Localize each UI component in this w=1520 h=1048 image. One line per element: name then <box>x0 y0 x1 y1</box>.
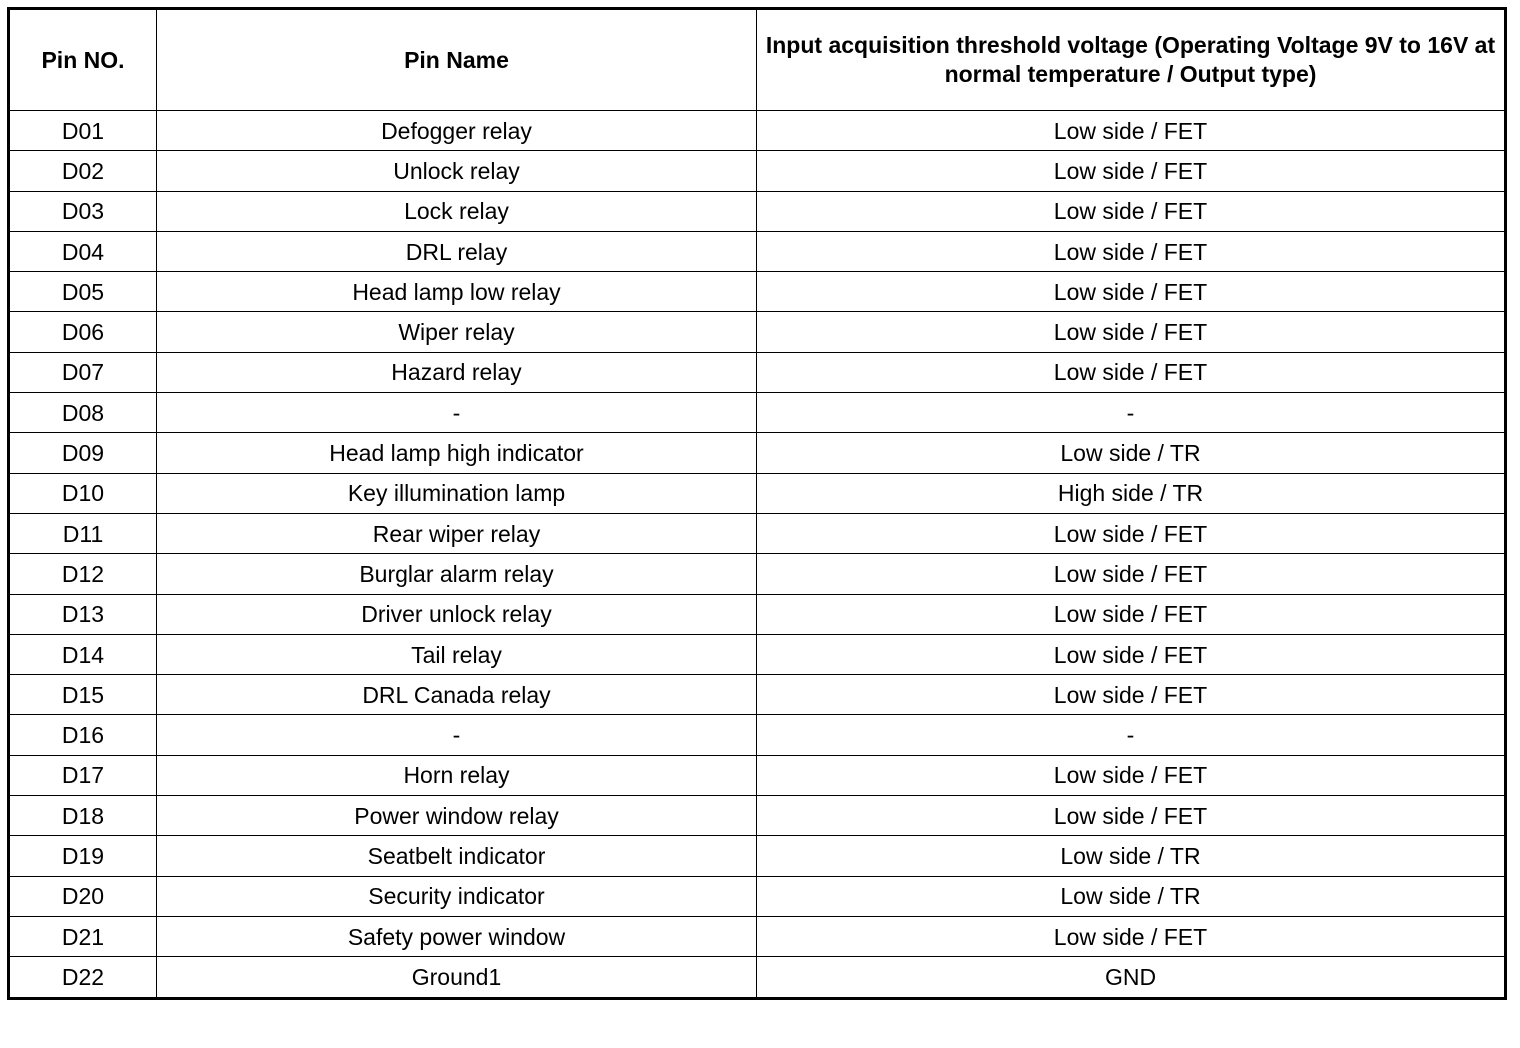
output-type-cell: Low side / FET <box>757 634 1506 674</box>
pin-number-cell: D17 <box>9 755 157 795</box>
header-pin-name: Pin Name <box>157 9 757 111</box>
pin-name-cell: Security indicator <box>157 876 757 916</box>
pin-name-cell: - <box>157 715 757 755</box>
table-row <box>9 876 1506 916</box>
output-type-cell: Low side / FET <box>757 111 1506 151</box>
pin-number-cell: D09 <box>9 433 157 473</box>
pin-number-cell: D02 <box>9 151 157 191</box>
header-threshold: Input acquisition threshold voltage (Operating Voltage 9V to 16V at normal temperature / Output type) <box>757 9 1506 111</box>
output-type-cell: Low side / FET <box>757 151 1506 191</box>
output-type-cell: Low side / FET <box>757 916 1506 956</box>
pin-name-cell: Tail relay <box>157 634 757 674</box>
header-pin-no: Pin NO. <box>9 9 157 111</box>
pin-table <box>7 7 1507 1000</box>
table-row <box>9 554 1506 594</box>
output-type-cell: Low side / TR <box>757 433 1506 473</box>
pin-name-cell: Driver unlock relay <box>157 594 757 634</box>
pin-name-cell: Seatbelt indicator <box>157 836 757 876</box>
pin-name-cell: DRL Canada relay <box>157 675 757 715</box>
output-type-cell: Low side / FET <box>757 594 1506 634</box>
table-row <box>9 796 1506 836</box>
pin-number-cell: D07 <box>9 352 157 392</box>
pin-number-cell: D18 <box>9 796 157 836</box>
output-type-cell: Low side / TR <box>757 876 1506 916</box>
table-row <box>9 755 1506 795</box>
pin-name-cell: Key illumination lamp <box>157 473 757 513</box>
pin-name-cell: Rear wiper relay <box>157 513 757 553</box>
pin-name-cell: Safety power window <box>157 916 757 956</box>
table-row <box>9 836 1506 876</box>
output-type-cell: Low side / TR <box>757 836 1506 876</box>
output-type-cell: Low side / FET <box>757 513 1506 553</box>
table-row <box>9 352 1506 392</box>
pin-number-cell: D16 <box>9 715 157 755</box>
table-row <box>9 393 1506 433</box>
table-row <box>9 957 1506 998</box>
pin-name-cell: Ground1 <box>157 957 757 998</box>
pin-number-cell: D13 <box>9 594 157 634</box>
pin-name-cell: Hazard relay <box>157 352 757 392</box>
output-type-cell: Low side / FET <box>757 272 1506 312</box>
table-row <box>9 916 1506 956</box>
output-type-cell: Low side / FET <box>757 554 1506 594</box>
pin-number-cell: D10 <box>9 473 157 513</box>
output-type-cell: Low side / FET <box>757 231 1506 271</box>
table-row <box>9 634 1506 674</box>
pin-number-cell: D06 <box>9 312 157 352</box>
table-row <box>9 151 1506 191</box>
table-row <box>9 231 1506 271</box>
pin-name-cell: Horn relay <box>157 755 757 795</box>
output-type-cell: Low side / FET <box>757 796 1506 836</box>
output-type-cell: Low side / FET <box>757 191 1506 231</box>
output-type-cell: Low side / FET <box>757 755 1506 795</box>
output-type-cell: GND <box>757 957 1506 998</box>
table-row <box>9 272 1506 312</box>
pin-name-cell: Power window relay <box>157 796 757 836</box>
table-row <box>9 473 1506 513</box>
output-type-cell: Low side / FET <box>757 312 1506 352</box>
pin-number-cell: D05 <box>9 272 157 312</box>
output-type-cell: Low side / FET <box>757 675 1506 715</box>
table-row <box>9 594 1506 634</box>
pin-number-cell: D08 <box>9 393 157 433</box>
pin-number-cell: D21 <box>9 916 157 956</box>
pin-number-cell: D01 <box>9 111 157 151</box>
pin-number-cell: D14 <box>9 634 157 674</box>
pin-number-cell: D15 <box>9 675 157 715</box>
pin-name-cell: Lock relay <box>157 191 757 231</box>
table-row <box>9 111 1506 151</box>
pin-number-cell: D19 <box>9 836 157 876</box>
table-row <box>9 191 1506 231</box>
pin-name-cell: Defogger relay <box>157 111 757 151</box>
pin-number-cell: D03 <box>9 191 157 231</box>
table-row <box>9 312 1506 352</box>
header-row <box>9 9 1506 111</box>
output-type-cell: High side / TR <box>757 473 1506 513</box>
pin-name-cell: Wiper relay <box>157 312 757 352</box>
pin-number-cell: D22 <box>9 957 157 998</box>
pin-name-cell: - <box>157 393 757 433</box>
pin-name-cell: Burglar alarm relay <box>157 554 757 594</box>
pin-number-cell: D11 <box>9 513 157 553</box>
table-row <box>9 433 1506 473</box>
table-row <box>9 715 1506 755</box>
pin-name-cell: Head lamp high indicator <box>157 433 757 473</box>
table-row <box>9 675 1506 715</box>
table-row <box>9 513 1506 553</box>
pin-name-cell: Head lamp low relay <box>157 272 757 312</box>
pin-name-cell: Unlock relay <box>157 151 757 191</box>
output-type-cell: - <box>757 715 1506 755</box>
pin-number-cell: D04 <box>9 231 157 271</box>
output-type-cell: - <box>757 393 1506 433</box>
pin-number-cell: D12 <box>9 554 157 594</box>
pin-number-cell: D20 <box>9 876 157 916</box>
pin-name-cell: DRL relay <box>157 231 757 271</box>
output-type-cell: Low side / FET <box>757 352 1506 392</box>
